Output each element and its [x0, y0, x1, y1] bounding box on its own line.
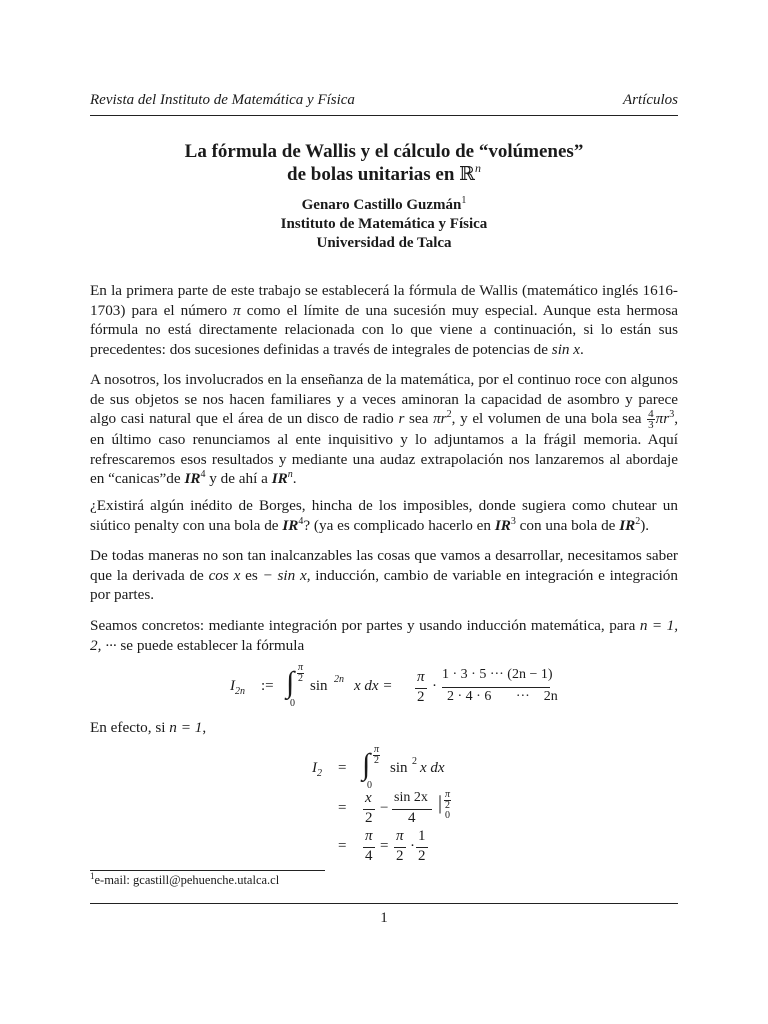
eq1-integral-sign: ∫ — [286, 666, 295, 699]
eq2-row2-minus: − — [380, 800, 389, 816]
p4-text-b: es — [240, 566, 263, 584]
eq2-sin: sin — [390, 760, 408, 776]
eq2-row3-two: 2 — [396, 848, 404, 864]
footnote-rule — [90, 870, 325, 871]
eq1-lhs — [230, 678, 245, 697]
p4-cosx: cos x — [208, 566, 241, 584]
eq1-fraction-bar — [442, 687, 550, 688]
p2-text-c: , y el volumen de una bola sea — [451, 410, 647, 427]
p5-n-values: n = 1, 2, ··· — [90, 617, 678, 654]
eq2-bar-upper-pi: π — [445, 789, 451, 800]
eq1-upper-2: 2 — [298, 673, 303, 684]
author-footnote-mark: 1 — [461, 195, 467, 206]
eq2-row3-dot: · — [410, 838, 415, 854]
p2-R4: IR — [184, 470, 201, 488]
header-rule — [90, 115, 678, 116]
eq2-row2-two: 2 — [365, 810, 373, 826]
article-title — [90, 140, 678, 186]
eq2-I: I — [312, 760, 317, 776]
section-name: Artículos — [623, 92, 678, 108]
eq2-row2-x: x — [365, 790, 372, 806]
p3-R4: IR — [282, 516, 299, 534]
paragraph-4 — [90, 546, 678, 605]
eq1-I: I — [230, 678, 235, 694]
p2-pir2: πr — [433, 410, 447, 427]
p1-text-b: como el límite de una sucesión muy especial. Aunque esta hermosa fórmula no está directamente relacionada con lo que viene a continuación, si lo están sus precedentes: dos sucesiones definidas a través de integrales de potencias de — [90, 301, 678, 358]
p6-n1: n = 1 — [169, 719, 203, 736]
p3-text-b: ? (ya es complicado hacerlo en — [303, 516, 495, 534]
p2-frac-den: 3 — [648, 419, 654, 432]
eq2-row2-den: 4 — [408, 810, 416, 826]
eq2-row2-equals: = — [338, 800, 347, 816]
paragraph-3 — [90, 496, 678, 535]
p3-R4-sup: 4 — [298, 515, 304, 527]
eq2-integral-sign: ∫ — [362, 748, 371, 781]
p6-text-a: En efecto, si — [90, 719, 170, 736]
p3-R3: IR — [494, 516, 511, 534]
eq2-upper-2: 2 — [374, 755, 379, 766]
eq1-sin: sin — [310, 678, 328, 694]
p2-sup3: 3 — [669, 409, 675, 420]
eq1-xdx: x dx = — [354, 678, 393, 694]
p4-minus-sinx: − sin x — [262, 566, 307, 584]
p2-frac-num: 4 — [648, 408, 654, 421]
title-exponent: n — [474, 161, 481, 175]
title-line-1: La fórmula de Wallis y el cálculo de “volúmenes” — [184, 141, 584, 162]
eq2-bar-lower-0: 0 — [445, 810, 450, 821]
footnote — [90, 873, 279, 888]
p1-pi: π — [233, 301, 241, 319]
eq2-lower-0: 0 — [367, 780, 372, 791]
eq2-row3-four: 4 — [365, 848, 373, 864]
p4-text-a: De todas maneras no son tan inalcanzables las cosas que vamos a desarrollar, necesitamos saber que la derivada de — [90, 547, 678, 584]
wallis-integral-formula — [230, 662, 558, 710]
eq2-sin-exp: 2 — [412, 756, 417, 767]
eq2-row3-one: 1 — [418, 828, 426, 844]
title-line-2 — [90, 163, 678, 186]
p2-Rn: IR — [271, 470, 288, 488]
p2-text-b: sea — [404, 410, 434, 427]
p2-text-f: . — [292, 470, 297, 488]
eq2-row2-numerator: sin 2x — [394, 790, 428, 805]
eq1-sin-exp: 2n — [334, 674, 344, 685]
p2-sup2: 2 — [446, 409, 452, 420]
eq2-xdx: x dx — [420, 760, 445, 776]
p3-text-a: ¿Existirá algún inédito de Borges, hincha de los imposibles, donde sugiera como chutear un siútico penalty con una bola de — [90, 497, 678, 534]
p2-pir3: πr — [655, 410, 670, 427]
eq2-row1-equals: = — [338, 760, 347, 776]
eq2-eval-bar: | — [438, 792, 443, 814]
affiliation-university: Universidad de Talca — [316, 235, 452, 251]
p4-text-c: , inducción, cambio de variable en integración e integración por partes. — [90, 566, 678, 603]
p3-R2: IR — [619, 516, 636, 534]
page-number: 1 — [380, 910, 388, 926]
eq1-lower-0: 0 — [290, 698, 295, 709]
p3-R2-sup: 2 — [635, 515, 641, 527]
p5-text-a: Seamos concretos: mediante integración por partes y usando inducción matemática, para — [90, 617, 640, 634]
eq2-lhs — [312, 760, 322, 779]
eq1-assign: := — [261, 678, 274, 694]
eq1-denominator: 2 · 4 · 6 ··· 2n — [447, 689, 558, 704]
p2-text-e: y de ahí a — [205, 470, 272, 488]
author-name-line — [90, 196, 678, 215]
paragraph-2 — [90, 370, 678, 489]
running-header — [90, 90, 678, 114]
eq2-upper-pi: π — [374, 744, 380, 755]
p2-R4-sup: 4 — [200, 469, 206, 481]
author-block — [90, 196, 678, 253]
footnote-email: e-mail: gcastill@pehuenche.utalca.cl — [94, 873, 280, 887]
p1-text-a: En la primera parte de este trabajo se establecerá la fórmula de Wallis (matemático inglés 1616-1703) para el número — [90, 282, 678, 319]
paragraph-5 — [90, 616, 678, 655]
paragraph-1 — [90, 281, 678, 359]
eq2-row3-two2: 2 — [418, 848, 426, 864]
eq1-upper-pi: π — [298, 662, 304, 673]
p5-text-b: se puede establecer la fórmula — [116, 636, 305, 654]
eq1-two: 2 — [417, 689, 425, 705]
eq1-pi: π — [417, 669, 425, 685]
p1-sinx: sin x — [551, 340, 581, 358]
eq2-row3-pi: π — [365, 828, 373, 844]
page-bottom-rule — [90, 903, 678, 904]
eq2-row3-equals: = — [338, 838, 347, 854]
p2-Rn-sup: n — [287, 469, 293, 481]
eq1-dot: · — [432, 678, 437, 694]
p2-text-a: A nosotros, los involucrados en la enseñanza de la matemática, por el continuo roce con algunos de sus objetos se nos hacen familiares y a veces aminoran la capacidad de asombro y parece algo casi natural que el área de un disco de radio — [90, 371, 678, 427]
p1-text-c: . — [580, 340, 584, 358]
author-name: Genaro Castillo Guzmán — [301, 197, 462, 213]
eq2-bar-upper-2: 2 — [445, 800, 450, 811]
p2-fraction — [647, 409, 655, 430]
title-line-2-text: de bolas unitarias en — [287, 164, 460, 185]
eq2-row3-equals2: = — [380, 838, 389, 854]
affiliation-institute: Instituto de Matemática y Física — [280, 216, 488, 232]
eq1-numerator: 1 · 3 · 5 ··· (2n − 1) — [442, 667, 553, 682]
example-integral-computation — [310, 744, 510, 868]
paragraph-6 — [90, 718, 678, 738]
p2-r: r — [398, 410, 405, 427]
eq2-row3-pi2: π — [396, 828, 404, 844]
reals-symbol: ℝ — [459, 163, 475, 185]
p3-text-d: ). — [640, 516, 650, 534]
journal-name: Revista del Instituto de Matemática y Física — [90, 92, 355, 108]
p2-text-d: , en último caso renunciamos al ente inquisitivo y lo adjuntamos a la frágil memoria. Aquí refrescaremos esos resultados y mediante una audaz extrapolación nos lanzaremos al abordaje en “canicas”de — [90, 410, 678, 488]
eq1-sub: 2n — [235, 686, 245, 697]
p3-text-c: con una bola de — [515, 516, 620, 534]
eq2-sub: 2 — [317, 768, 322, 779]
p3-R3-sup: 3 — [510, 515, 516, 527]
footnote-mark: 1 — [90, 871, 95, 881]
p6-text-b: , — [202, 719, 207, 736]
